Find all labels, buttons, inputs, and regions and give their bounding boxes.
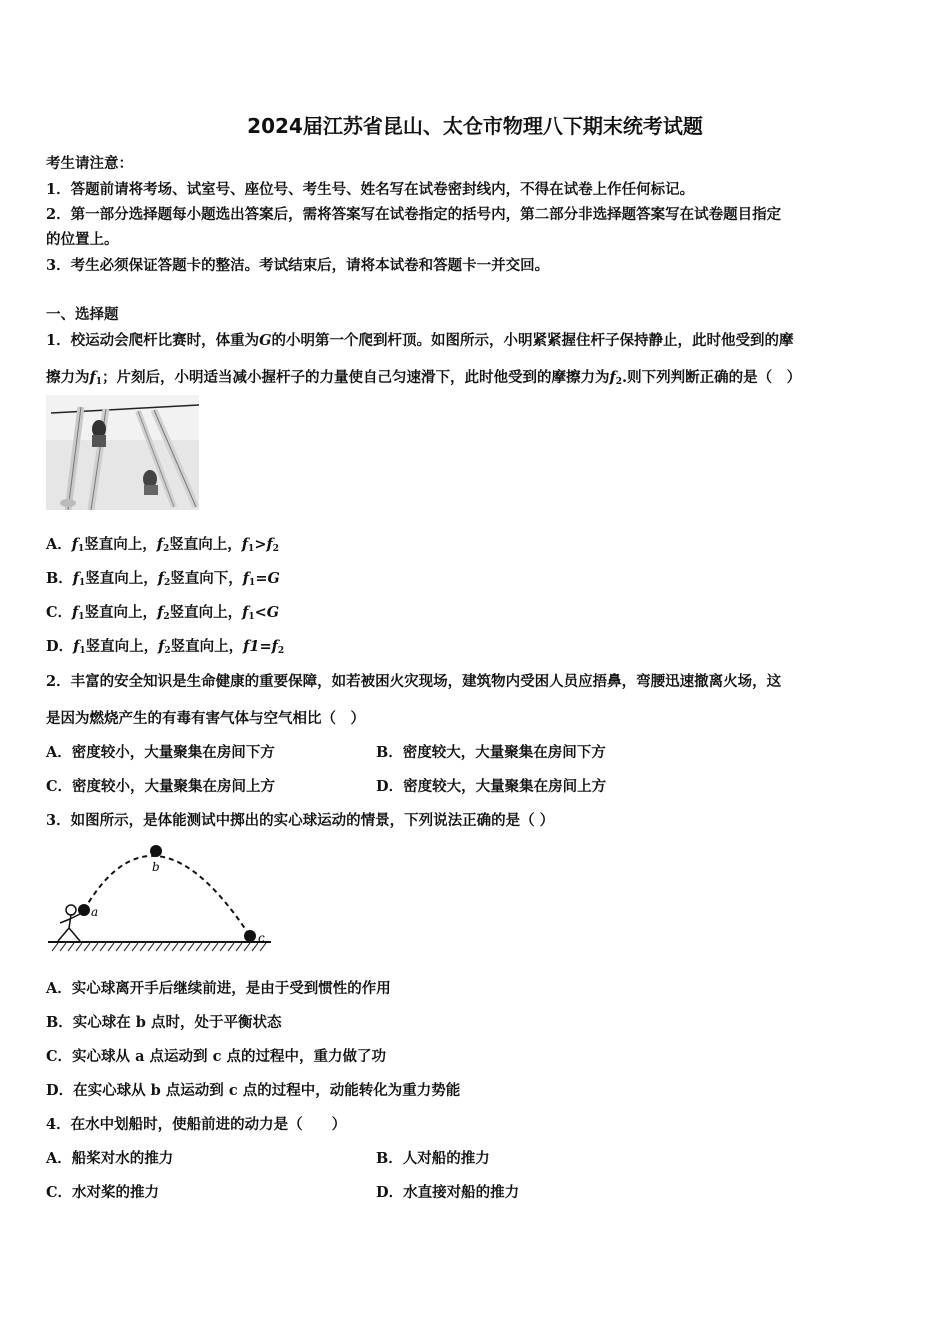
q2-option-b: B．密度较大，大量聚集在房间下方 [376, 744, 606, 761]
section-heading: 一、选择题 [46, 306, 119, 323]
q1-option-c: C．$f_1$竖直向上，$f_2$竖直向上，$f_1<G$ [46, 604, 280, 622]
notice-item-1: 1．答题前请将考场、试室号、座位号、考生号、姓名写在试卷密封线内，不得在试卷上作任何标记。 [46, 181, 695, 198]
q3-option-c: C．实心球从 a 点运动到 c 点的过程中，重力做了功 [46, 1048, 386, 1065]
label-b: b [152, 860, 160, 874]
q2-stem-line1: 2．丰富的安全知识是生命健康的重要保障，如若被困火灾现场，建筑物内受困人员应捂鼻，弯腰迅速撤离火场，这 [46, 673, 782, 690]
page-title: 2024届江苏省昆山、太仓市物理八下期末统考试题 [247, 114, 703, 138]
q1-option-a: A．$f_1$竖直向上，$f_2$竖直向上，$f_1>f_2$ [46, 536, 279, 554]
q4-option-c: C．水对桨的推力 [46, 1184, 160, 1201]
shot-put-trajectory-diagram [46, 840, 276, 955]
q3-option-d: D．在实心球从 b 点运动到 c 点的过程中，动能转化为重力势能 [46, 1082, 461, 1099]
q4-option-a: A．船桨对水的推力 [46, 1150, 174, 1167]
notice-item-2-cont: 的位置上。 [46, 231, 119, 248]
q2-option-c: C．密度较小，大量聚集在房间上方 [46, 778, 276, 795]
q3-option-b: B．实心球在 b 点时，处于平衡状态 [46, 1014, 282, 1031]
notice-item-2: 2．第一部分选择题每小题选出答案后，需将答案写在试卷指定的括号内，第二部分非选择题答案写在试卷题目指定 [46, 206, 782, 223]
q4-option-d: D．水直接对船的推力 [376, 1184, 520, 1201]
q4-stem: 4．在水中划船时，使船前进的动力是（ ） [46, 1116, 347, 1133]
q3-stem: 3．如图所示，是体能测试中掷出的实心球运动的情景，下列说法正确的是（ ） [46, 812, 555, 829]
label-c: c [258, 931, 265, 945]
q2-option-a: A．密度较小，大量聚集在房间下方 [46, 744, 275, 761]
notice-item-3: 3．考生必须保证答题卡的整洁。考试结束后，请将本试卷和答题卡一并交回。 [46, 257, 550, 274]
q3-option-a: A．实心球离开手后继续前进，是由于受到惯性的作用 [46, 980, 391, 997]
label-a: a [91, 905, 99, 919]
q4-option-b: B．人对船的推力 [376, 1150, 490, 1167]
q2-option-d: D．密度较大，大量聚集在房间上方 [376, 778, 607, 795]
notice-heading: 考生请注意： [46, 155, 133, 172]
q1-option-d: D．$f_1$竖直向上，$f_2$竖直向上，$f1=f_2$ [46, 638, 285, 656]
q1-stem-line2: 擦力为$f_1$；片刻后，小明适当减小握杆子的力量使自己匀速滑下，此时他受到的摩擦力为$f_2$.则下列判断正确的是（ ） [46, 369, 802, 387]
q1-option-b: B．$f_1$竖直向上，$f_2$竖直向下，$f_1=G$ [46, 570, 280, 588]
pole-climbing-photo [46, 395, 199, 510]
q2-stem-line2: 是因为燃烧产生的有毒有害气体与空气相比（ ） [46, 710, 365, 727]
q1-stem-line1: 1．校运动会爬杆比赛时，体重为G的小明第一个爬到杆顶。如图所示，小明紧紧握住杆子保持静止，此时他受到的摩 [46, 332, 794, 349]
